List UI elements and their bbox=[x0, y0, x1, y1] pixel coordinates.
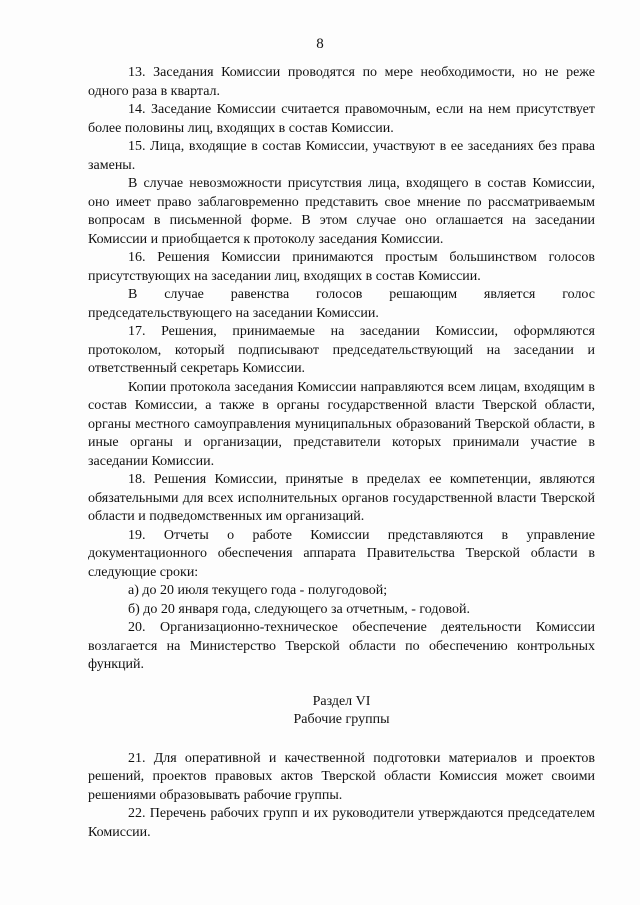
paragraph-21: 21. Для оперативной и качественной подготовки материалов и проектов решений, проектов правовых актов Тверской области Комиссия может своими решениями образовывать рабочие группы. bbox=[88, 750, 595, 803]
paragraph-18: 18. Решения Комиссии, принятые в пределах ее компетенции, являются обязательными для всех исполнительных органов государственной власти Тверской области и подведомственных им организаций. bbox=[88, 472, 595, 524]
paragraph-14: 14. Заседание Комиссии считается правомочным, если на нем присутствует более половины лиц, входящих в состав Комиссии. bbox=[88, 102, 595, 136]
paragraph-16: 16. Решения Комиссии принимаются простым большинством голосов присутствующих на заседании лиц, входящих в состав Комиссии. bbox=[88, 250, 595, 284]
paragraph-19: 19. Отчеты о работе Комиссии представляются в управление документационного обеспечения аппарата Правительства Тверской области в следующие сроки: bbox=[88, 527, 595, 580]
paragraph-19-a: а) до 20 июля текущего года - полугодовой; bbox=[128, 583, 388, 598]
paragraph-15-absence: В случае невозможности присутствия лица, входящего в состав Комиссии, оно имеет право заблаговременно представить свое мнение по рассматриваемым вопросам в письменной форме. В этом случае оно оглашается на заседании Комиссии и приобщается к протоколу заседания Комиссии. bbox=[88, 176, 595, 247]
paragraph-15: 15. Лица, входящие в состав Комиссии, участвуют в ее заседаниях без права замены. bbox=[88, 139, 595, 173]
paragraph-16-tie: В случае равенства голосов решающим является голос председательствующего на заседании Комиссии. bbox=[88, 287, 595, 321]
paragraph-20: 20. Организационно-техническое обеспечение деятельности Комиссии возлагается на Министерство Тверской области по обеспечению контрольных функций. bbox=[88, 620, 595, 672]
section-heading: Раздел VI bbox=[312, 693, 371, 709]
paragraph-13: 13. Заседания Комиссии проводятся по мере необходимости, но не реже одного раза в квартал. bbox=[88, 65, 595, 99]
paragraph-17: 17. Решения, принимаемые на заседании Комиссии, оформляются протоколом, который подписывают председательствующий на заседании и ответственный секретарь Комиссии. bbox=[88, 324, 595, 376]
paragraph-19-b: б) до 20 января года, следующего за отчетным, - годовой. bbox=[128, 601, 471, 617]
document-body bbox=[88, 64, 595, 842]
section-title: Рабочие группы bbox=[293, 712, 390, 727]
paragraph-17-copies: Копии протокола заседания Комиссии направляются всем лицам, входящим в состав Комиссии, а также в органы государственной власти Тверской области, органы местного самоуправления муниципальных образований Тверской области, в иные органы и организации, представители которых принимали участие в заседании Комиссии. bbox=[88, 379, 595, 469]
page-number: 8 bbox=[316, 36, 324, 52]
paragraph-22: 22. Перечень рабочих групп и их руководители утверждаются председателем Комиссии. bbox=[88, 806, 595, 840]
